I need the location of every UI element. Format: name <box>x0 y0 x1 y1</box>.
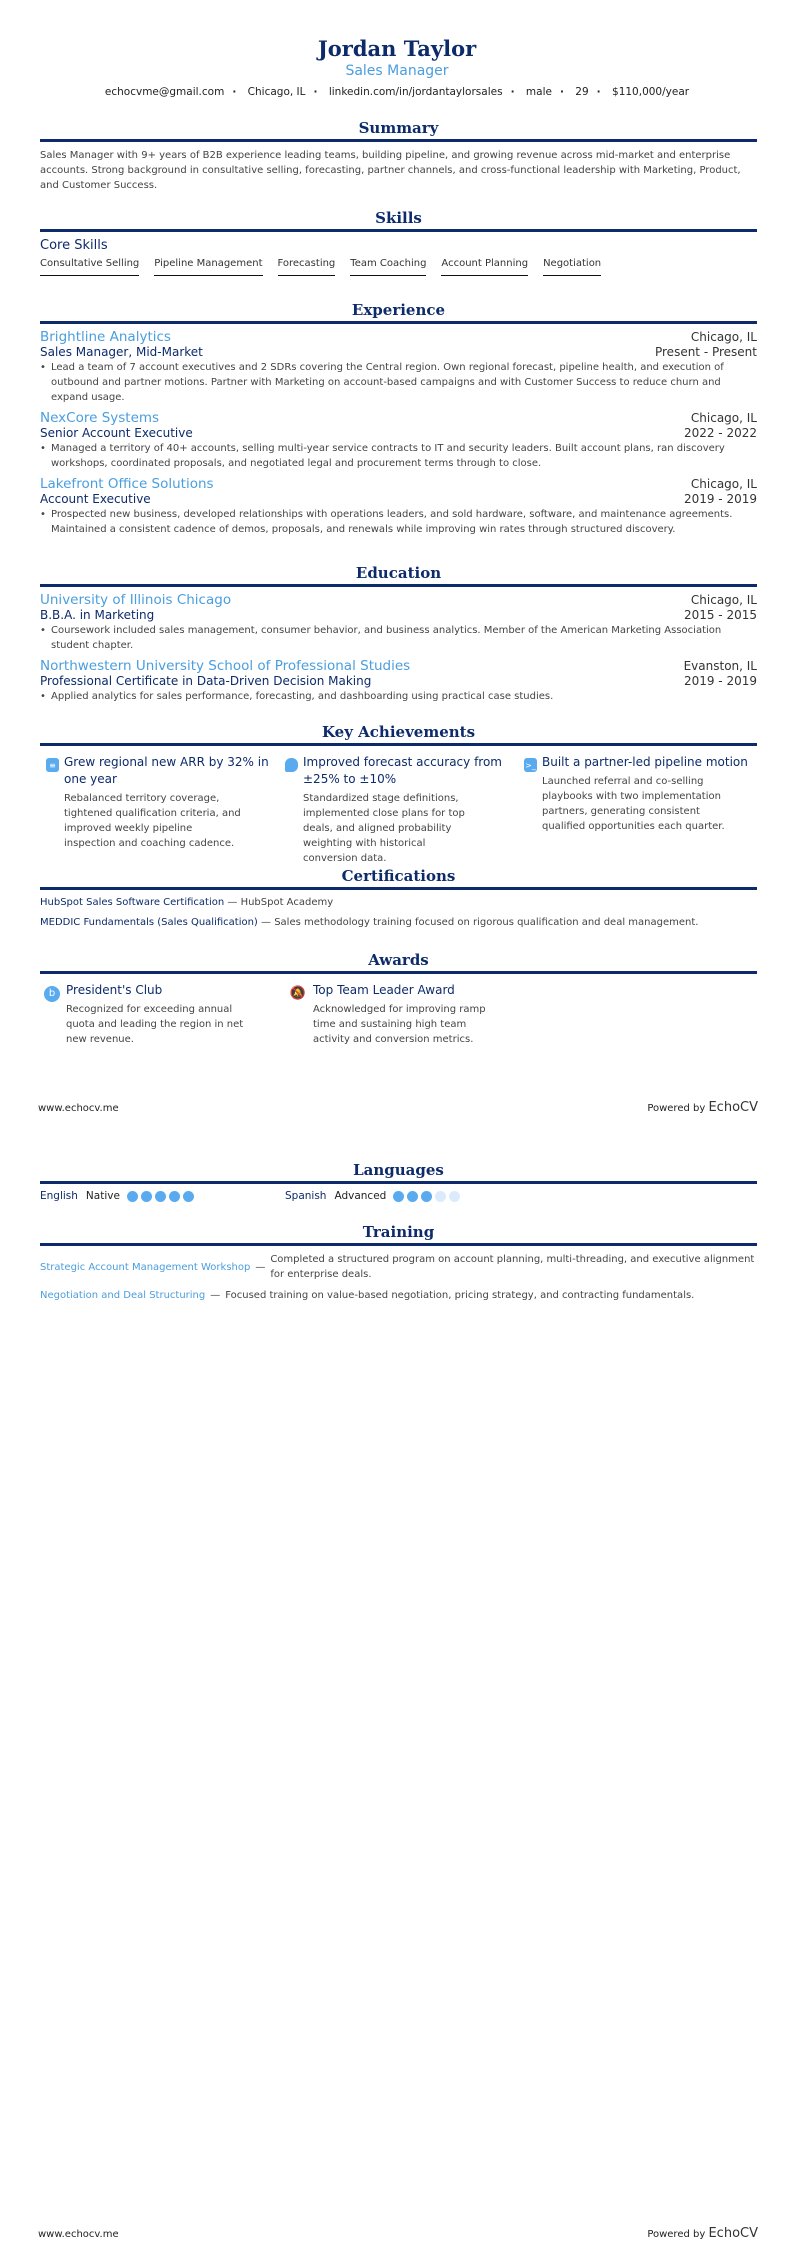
training-section <box>40 1222 757 1303</box>
certifications-section <box>40 866 757 928</box>
awards-section <box>40 950 757 1047</box>
award-item <box>40 982 285 1047</box>
skill-tag: Pipeline Management <box>154 258 262 276</box>
training-desc: Focused training on value-based negotiation, pricing strategy, and contracting fundamentals. <box>225 1290 695 1301</box>
skill-tag: Negotiation <box>543 258 601 276</box>
entry-location: Chicago, IL <box>690 330 757 344</box>
company-name: Lakefront Office Solutions <box>40 476 214 492</box>
section-heading: Key Achievements <box>40 722 757 746</box>
experience-section <box>40 300 757 537</box>
section-heading: Experience <box>40 300 757 324</box>
bullet: • Prospected new business, developed relationships with operations leaders, and sold hardware, software, and maintenance agreements. Maintained a consistent cadence of demos, proposals, and renewals while improving win rates through structured discovery. <box>40 507 757 537</box>
language-name: Spanish <box>285 1190 327 1202</box>
skills-section <box>40 208 757 276</box>
role: Account Executive <box>40 492 151 506</box>
certification-item: HubSpot Sales Software Certification — HubSpot Academy <box>40 897 334 908</box>
message-icon: ≡ <box>46 758 59 772</box>
achievements-section <box>40 722 757 866</box>
school-name: University of Illinois Chicago <box>40 592 232 608</box>
rating-dot-empty <box>449 1191 460 1202</box>
award-title: President's Club <box>66 983 163 997</box>
school-name: Northwestern University School of Professional Studies <box>40 658 411 674</box>
footer-powered <box>647 2226 758 2241</box>
role: Senior Account Executive <box>40 426 193 440</box>
award-title: Top Team Leader Award <box>313 983 455 997</box>
award-item <box>285 982 530 1047</box>
certification-item: MEDDIC Fundamentals (Sales Qualification) — Sales methodology training focused on rigorous qualification and deal management. <box>40 917 699 928</box>
footer-site[interactable]: www.echocv.me <box>38 2229 119 2240</box>
rating-dot-filled <box>169 1191 180 1202</box>
candidate-name: Jordan Taylor <box>317 36 477 61</box>
company-name: Brightline Analytics <box>40 329 171 345</box>
award-desc: Recognized for exceeding annual quota and leading the region in net new revenue. <box>66 1004 244 1045</box>
rating-dot-filled <box>141 1191 152 1202</box>
age: 29 <box>575 86 589 98</box>
rating-dot-filled <box>407 1191 418 1202</box>
powered-label: Powered by <box>647 1103 706 1114</box>
rating-dot-filled <box>127 1191 138 1202</box>
skill-group-title: Core Skills <box>40 238 108 253</box>
dates: 2019 - 2019 <box>683 492 757 506</box>
terminal-icon: >_ <box>524 758 537 772</box>
dates: Present - Present <box>654 345 757 359</box>
section-heading: Training <box>40 1222 757 1246</box>
achievement-desc: Launched referral and co-selling playbooks with two implementation partners, generating consistent qualified opportunities each quarter. <box>542 776 725 832</box>
location: Chicago, IL <box>247 86 306 98</box>
bullet: • Lead a team of 7 account executives and 2 SDRs covering the Central region. Own regional forecast, pipeline health, and execution of outbound and partner motions. Partner with Marketing on account-based campaigns and with Customer Success to reduce churn and expand usage. <box>40 360 757 405</box>
achievement-item <box>40 754 279 866</box>
cert-name: MEDDIC Fundamentals (Sales Qualification) <box>40 917 258 928</box>
rating-dots <box>393 1191 463 1202</box>
section-heading: Languages <box>40 1160 757 1184</box>
entry-location: Chicago, IL <box>690 593 757 607</box>
language-item <box>285 1190 463 1202</box>
rating-dot-filled <box>421 1191 432 1202</box>
section-heading: Awards <box>40 950 757 974</box>
experience-entry <box>40 476 757 537</box>
section-heading: Education <box>40 563 757 587</box>
languages-section <box>40 1160 757 1202</box>
bullet: • Managed a territory of 40+ accounts, selling multi-year service contracts to IT and security leaders. Built account plans, ran discovery workshops, coordinated proposals, and negotiated legal and procurement terms through to close. <box>40 441 757 471</box>
achievement-desc: Rebalanced territory coverage, tightened qualification criteria, and improved weekly pipeline inspection and coaching cadence. <box>64 793 241 849</box>
company-name: NexCore Systems <box>40 410 160 426</box>
contact-line: echocvme@gmail.com · Chicago, IL · linkedin.com/in/jordantaylorsales · male · 29 · $110,000/year <box>104 86 690 98</box>
skill-tag: Forecasting <box>278 258 336 276</box>
summary-text: Sales Manager with 9+ years of B2B experience leading teams, building pipeline, and growing revenue across mid-market and enterprise accounts. Strong background in consultative selling, forecasting, partner channels, and cross-functional leadership with Marketing, Product, and Customer Success. <box>40 150 741 191</box>
cert-detail: HubSpot Academy <box>240 897 334 908</box>
section-heading: Summary <box>40 118 757 142</box>
rating-dot-filled <box>183 1191 194 1202</box>
education-section <box>40 563 757 704</box>
powered-label: Powered by <box>647 2229 706 2240</box>
experience-entry <box>40 410 757 471</box>
chat-bubble-icon <box>285 758 298 772</box>
award-desc: Acknowledged for improving ramp time and sustaining high team activity and conversion metrics. <box>313 1004 486 1045</box>
rating-dots <box>127 1191 197 1202</box>
rating-dot-filled <box>393 1191 404 1202</box>
entry-location: Chicago, IL <box>690 477 757 491</box>
achievement-item <box>518 754 757 866</box>
cert-detail: Sales methodology training focused on rigorous qualification and deal management. <box>274 917 699 928</box>
section-heading: Skills <box>40 208 757 232</box>
achievement-item <box>279 754 518 866</box>
email[interactable]: echocvme@gmail.com <box>104 86 225 98</box>
brand-name: EchoCV <box>708 1100 758 1115</box>
job-title: Sales Manager <box>345 63 449 79</box>
training-desc: Completed a structured program on account planning, multi-threading, and executive alignment for enterprise deals. <box>270 1254 755 1280</box>
cert-name: HubSpot Sales Software Certification <box>40 897 225 908</box>
summary-section <box>40 118 757 193</box>
degree: Professional Certificate in Data-Driven Decision Making <box>40 674 372 688</box>
dates: 2022 - 2022 <box>683 426 757 440</box>
language-level: Advanced <box>334 1190 387 1202</box>
skill-tag: Account Planning <box>441 258 528 276</box>
entry-location: Chicago, IL <box>690 411 757 425</box>
section-heading: Certifications <box>40 866 757 890</box>
dates: 2015 - 2015 <box>683 608 757 622</box>
training-name: Negotiation and Deal Structuring <box>40 1290 206 1301</box>
skill-tag: Consultative Selling <box>40 258 139 276</box>
rating-dot-filled <box>155 1191 166 1202</box>
gender: male <box>525 86 552 98</box>
language-name: English <box>40 1190 78 1202</box>
role: Sales Manager, Mid-Market <box>40 345 203 359</box>
achievement-title: Grew regional new ARR by 32% in one year <box>64 755 269 786</box>
salary: $110,000/year <box>612 86 690 98</box>
experience-entry <box>40 329 757 405</box>
entry-location: Evanston, IL <box>683 659 757 673</box>
brand-name: EchoCV <box>708 2226 758 2241</box>
bullet: • Applied analytics for sales performance, forecasting, and dashboarding using practical case studies. <box>40 689 757 704</box>
badge-icon: b <box>44 986 60 1002</box>
training-name: Strategic Account Management Workshop <box>40 1261 251 1273</box>
footer-powered <box>647 1100 758 1115</box>
education-entry <box>40 592 757 653</box>
linkedin[interactable]: linkedin.com/in/jordantaylorsales <box>328 86 503 98</box>
education-entry <box>40 658 757 704</box>
achievement-title: Improved forecast accuracy from ±25% to ±10% <box>303 755 502 786</box>
language-item <box>40 1190 285 1202</box>
dates: 2019 - 2019 <box>683 674 757 688</box>
achievement-desc: Standardized stage definitions, implemented close plans for top deals, and aligned probability weighting with historical conversion data. <box>303 793 465 864</box>
bell-off-icon: 🔕 <box>289 986 307 1001</box>
bullet: • Coursework included sales management, consumer behavior, and business analytics. Member of the American Marketing Association student chapter. <box>40 623 757 653</box>
rating-dot-empty <box>435 1191 446 1202</box>
language-level: Native <box>85 1190 120 1202</box>
degree: B.B.A. in Marketing <box>40 608 155 622</box>
footer-site[interactable]: www.echocv.me <box>38 1103 119 1114</box>
training-item: Negotiation and Deal Structuring — Focused training on value-based negotiation, pricing strategy, and contracting fundamentals. <box>40 1290 695 1301</box>
skill-tag: Team Coaching <box>350 258 426 276</box>
training-item: Strategic Account Management Workshop — Completed a structured program on account planning, multi-threading, and executive alignment for enterprise deals. <box>40 1252 757 1282</box>
achievement-title: Built a partner-led pipeline motion <box>542 755 748 769</box>
